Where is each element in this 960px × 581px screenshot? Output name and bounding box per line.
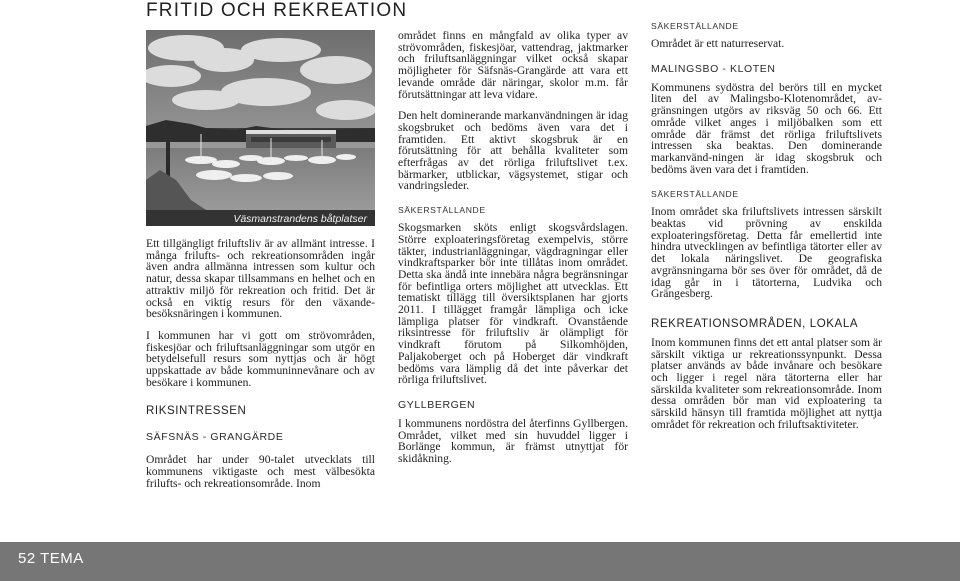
section-heading: REKREATIONSOMRÅDEN, LOKALA <box>651 317 859 330</box>
text-column-2 <box>398 30 628 465</box>
paragraph: Området har under 90-talet utvecklats till kommunens viktigaste och mest välbesökta frilufts- och rekreationsområde. Inom <box>146 453 375 490</box>
paragraph: Området är ett naturreservat. <box>651 37 785 50</box>
text-column-1 <box>146 238 375 490</box>
paragraph: I kommunen har vi gott om strövområden, fiskesjöar och friluftsanläggningar som utgör en betydelsefull resurs som nyttjas och är högt uppskattade av både kommuninnevånare och av besökare i kommunen. <box>146 328 375 389</box>
boat-harbor-image <box>146 30 375 226</box>
paragraph: Den helt dominerande markanvändningen är idag skogsbruket och bedöms även vara det i framtiden. Ett aktivt skogsbruk är en förutsättning för att behålla kvaliteter som efterfrågas av det rörliga friluftslivet t.ex. bärmarker, utblickar, vägsystemet, stigar och vandringsleder. <box>398 109 628 193</box>
subsection-heading: SÄKERSTÄLLANDE <box>651 189 739 200</box>
paragraph: Inom kommunen finns det ett antal platser som är särskilt viktiga ur rekreationssynpunkt. Dessa platser används av både invånare och besökare och ligger i regel nära tätorterna eller har särskilda kvaliteter som rekreationsområde. Inom dessa områden bör man vid exploatering ta särskild hänsyn till framtida möjlighet att nyttja området för rekreation och friluftsaktiviteter. <box>651 335 882 431</box>
paragraph: Inom området ska friluftslivets intressen särskilt beaktas vid prövning av enskilda exploateringsföretag. Detta får emellertid inte hindra utvecklingen av befintliga tätorter eller av det lokala näringslivet. De geografiska avgränsningarna bör ses över för området, då de idag går in i tätorterna, Ludvika och Grängesberg. <box>651 205 882 301</box>
harbor-photo <box>146 30 375 226</box>
subsection-heading: SÄKERSTÄLLANDE <box>651 21 739 31</box>
page-number: 52 TEMA <box>18 550 84 567</box>
subsection-heading: GYLLBERGEN <box>398 398 476 411</box>
section-heading: RIKSINTRESSEN <box>146 405 247 418</box>
paragraph: området finns en mångfald av olika typer av strövområden, fiskesjöar, vattendrag, jaktmarker och friluftsanläggningar vilket också skapar möjligheter för Säfsnäs-Grangärde att vara ett levande område där näringar, skolor m.m. får förutsättningar att leva vidare. <box>398 29 628 101</box>
photo-caption: Väsmanstrandens båtplatser <box>233 213 367 225</box>
paragraph: Kommunens sydöstra del berörs till en mycket liten del av Malingsbo-Klotenområdet, av-gränsningen utgörs av riksväg 50 och 66. Ett område vilket anges i miljöbalken som ett område där främst det rörliga friluftslivets intressen ska beaktas. Den dominerande markanvänd-ningen är idag skogsbruk och bedöms även vara det i framtiden. <box>651 80 882 176</box>
page-title: FRITID OCH REKREATION <box>146 0 408 21</box>
subsection-heading: MALINGSBO - KLOTEN <box>651 62 776 75</box>
page-footer <box>0 542 960 581</box>
paragraph: Skogsmarken sköts enligt skogsvårdslagen. Större exploateringsföretag exempelvis, större täkter, industrianläggningar, vägdragningar eller vindkraftsparker bör inte tillåtas inom området. Detta ska ändå inte innebära några begränsningar för befintliga orters möjlighet att utvecklas. Ett tematiskt tillägg till översiktsplanen har gjorts 2011. I tillägget framgår lämpliga och icke lämpliga platser för vindkraft. Ovanstående riksintresse för friluftsliv är olämpligt för vindkraft förutom på Silkomhöjden, Paljakoberget och på Hoberget där vindkraft bedöms vara lämplig då det inte påverkar det rörliga friluftslivet. <box>398 221 628 387</box>
paragraph: I kommunens nordöstra del återfinns Gyllbergen. Området, vilket med sin huvuddel ligger i Borlänge kommun, är främst utnyttjat för skidåkning. <box>398 416 628 466</box>
subsection-heading: SÄKERSTÄLLANDE <box>398 205 486 216</box>
subsection-heading: SÄFSNÄS - GRANGÄRDE <box>146 431 284 444</box>
text-column-3 <box>651 20 882 431</box>
intro-paragraph: Ett tillgängligt friluftsliv är av allmänt intresse. I många frilufts- och rekreationsområden ingår även andra allmänna intressen som kultur och natur, dessa skapar tillsammans en helhet och en attraktiv miljö för rekreation och fritid. Det är också en viktig resurs för den växande-besöksnäringen i kommunen. <box>146 237 375 321</box>
